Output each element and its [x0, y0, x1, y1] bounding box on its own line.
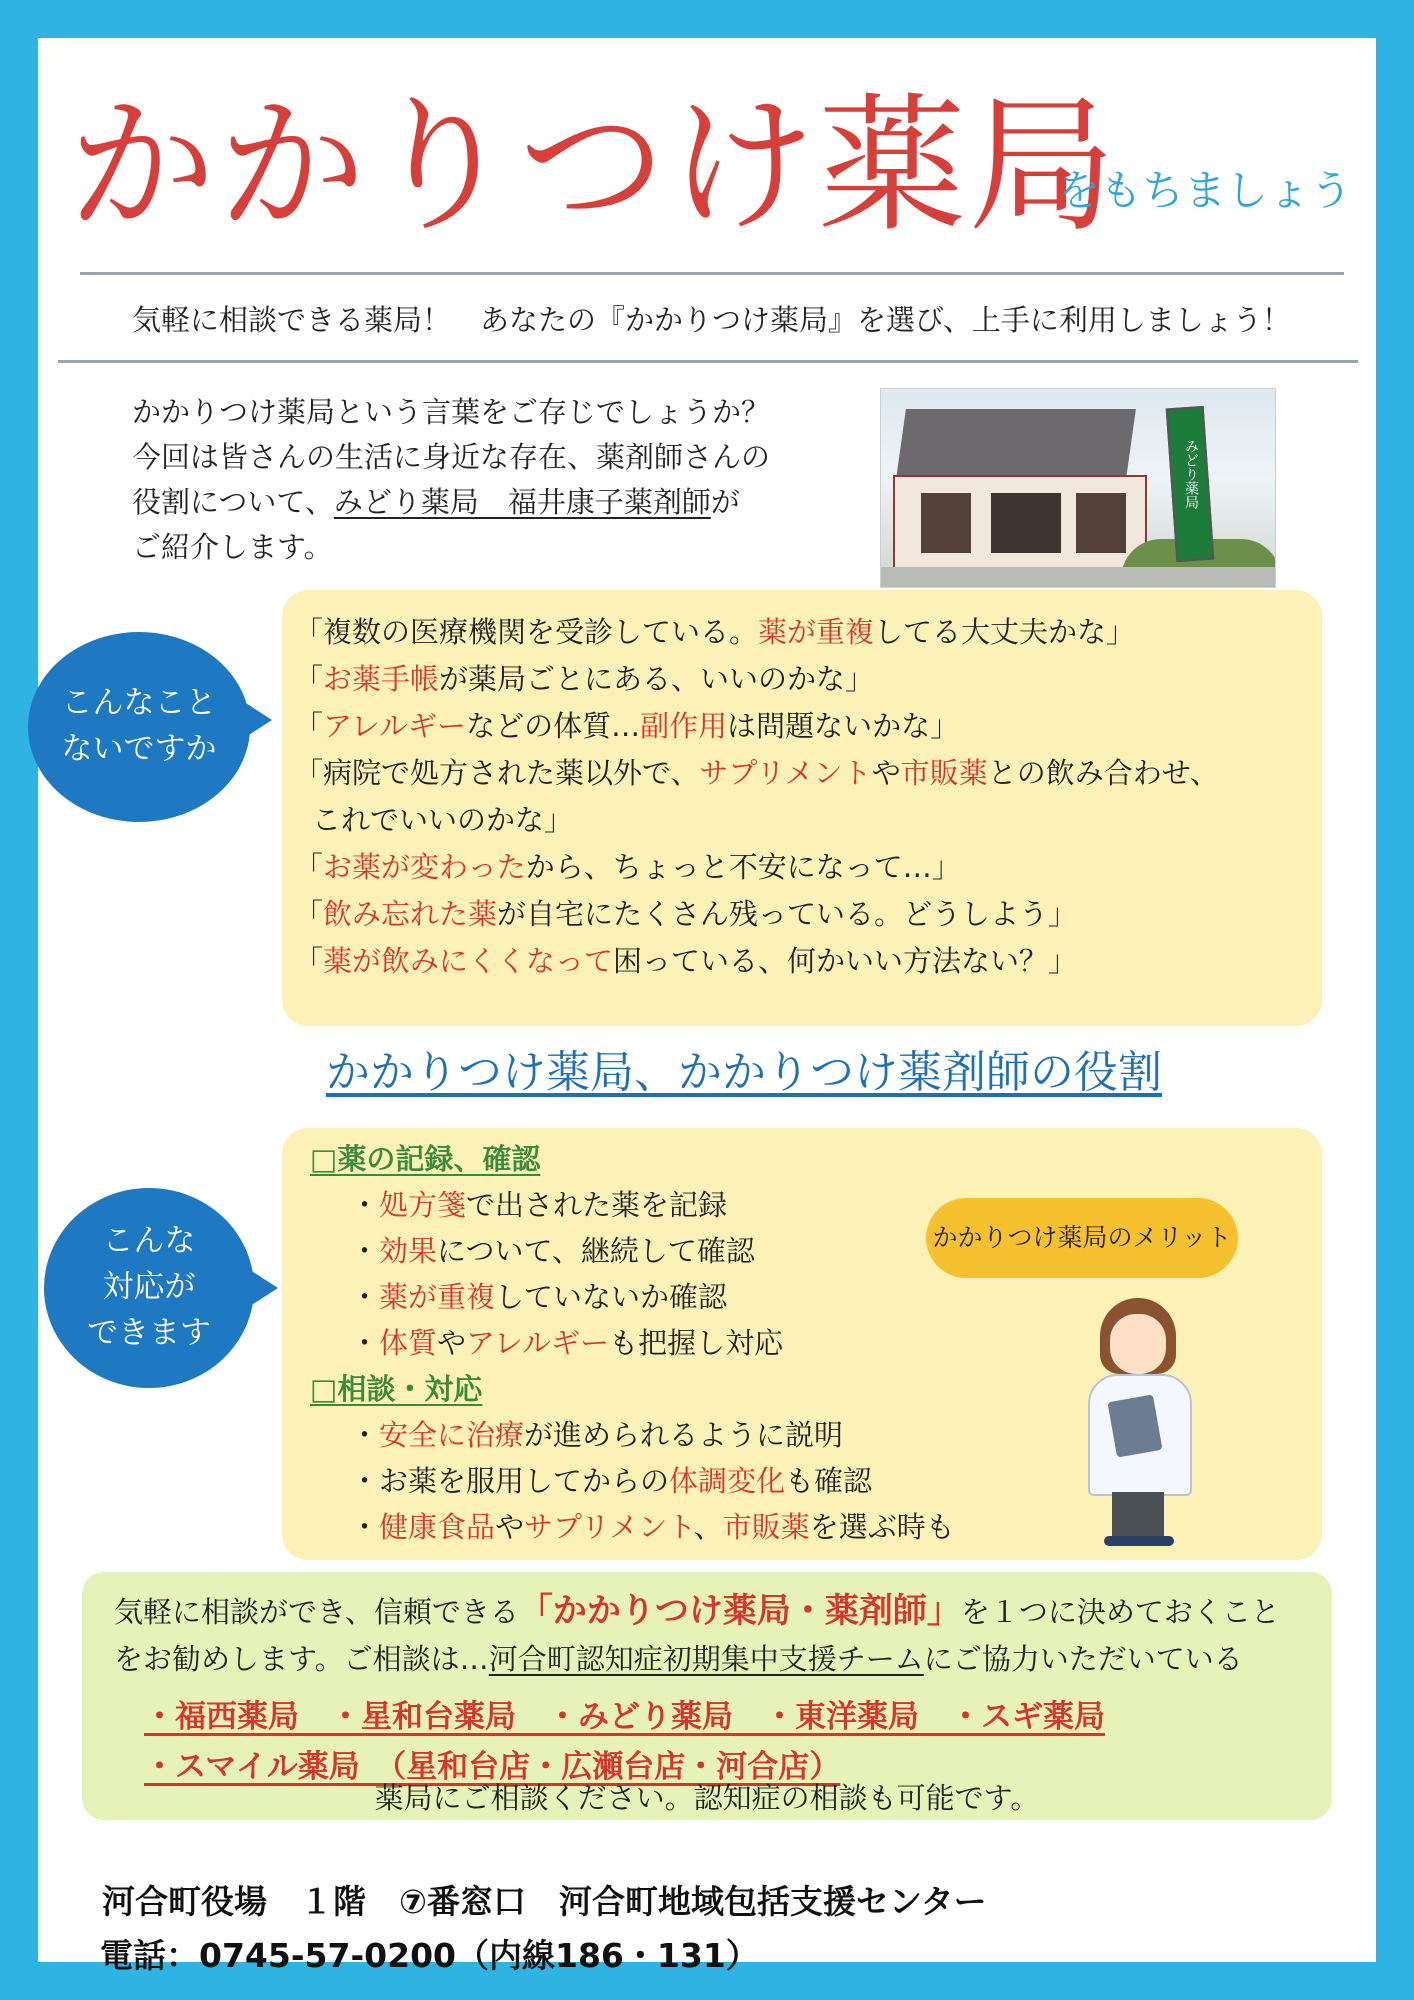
recommend-line: をお勧めします。ご相談は…河合町認知症初期集中支援チームにご協力いただいている — [114, 1642, 1243, 1676]
pharmacy-row: ・福西薬局 ・星和台薬局 ・みどり薬局 ・東洋薬局 ・スギ薬局 — [144, 1699, 1105, 1735]
pharmacy-photo — [880, 388, 1276, 588]
photo-sign-text: みどり薬局 — [1183, 439, 1199, 509]
footer-phone: 電話：0745-57-0200（内線186・131） — [100, 1936, 759, 1975]
photo-window — [1076, 493, 1126, 553]
role-item: ・体質やアレルギーも把握し対応 — [350, 1326, 784, 1360]
bubble-text: こんな — [102, 1223, 196, 1259]
divider-bottom — [58, 360, 1358, 363]
section-heading: □薬の記録、確認 — [310, 1142, 541, 1176]
main-title: かかりつけ薬局 — [68, 80, 1118, 252]
concern-item: 「飲み忘れた薬が自宅にたくさん残っている。どうしよう」 — [294, 897, 1078, 931]
intro-text-segment: 役割について、 — [132, 485, 334, 519]
intro-line: 今回は皆さんの生活に身近な存在、薬剤師さんの — [132, 440, 771, 474]
intro-line: かかりつけ薬局という言葉をご存じでしょうか？ — [132, 395, 771, 429]
concern-item: 「お薬が変わったから、ちょっと不安になって…」 — [294, 850, 961, 884]
concern-item: 「病院で処方された薬以外で、サプリメントや市販薬との飲み合わせ、 — [294, 756, 1219, 790]
photo-roof — [896, 409, 1136, 479]
role-item: ・安全に治療が進められるように説明 — [350, 1418, 844, 1452]
bubble-text: 対応が — [102, 1269, 196, 1305]
role-item: ・健康食品やサプリメント、市販薬を選ぶ時も — [350, 1510, 955, 1544]
photo-door — [991, 493, 1061, 553]
closing-text: 薬局にご相談ください。認知症の相談も可能です。 — [374, 1781, 1040, 1815]
concern-item: 「お薬手帳が薬局ごとにある、いいのかな」 — [294, 662, 875, 696]
role-heading: かかりつけ薬局、かかりつけ薬剤師の役割 — [326, 1047, 1162, 1098]
pharmacy-row: ・スマイル薬局 （星和台店・広瀬台店・河合店） — [144, 1749, 841, 1785]
concern-item-cont: これでいいのかな」 — [312, 803, 574, 837]
bubble-text: こんなこと — [61, 685, 217, 721]
bubble-text: ないですか — [61, 731, 217, 767]
illustration-clipboard — [1107, 1394, 1162, 1457]
pharmacist-illustration — [1068, 1298, 1208, 1548]
concerns-bubble — [28, 632, 250, 822]
concern-item: 「薬が飲みにくくなって困っている、何かいい方法ない？」 — [294, 944, 1078, 978]
recommend-line: 気軽に相談ができ、信頼できる「かかりつけ薬局・薬剤師」を１つに決めておくこと — [114, 1591, 1280, 1631]
intro-line: ご紹介します。 — [132, 530, 333, 564]
illustration-face — [1110, 1314, 1166, 1374]
intro-text-segment: が — [710, 485, 740, 519]
photo-ground — [881, 567, 1275, 588]
merit-badge: かかりつけ薬局のメリット — [926, 1198, 1238, 1278]
bubble-tail — [238, 698, 272, 742]
subtitle: をもちましょう — [1058, 166, 1353, 215]
intro-text — [132, 390, 852, 570]
flyer-page — [38, 38, 1376, 1975]
recommend-text — [114, 1588, 1280, 1683]
concern-item: 「アレルギーなどの体質…副作用は問題ないかな」 — [294, 709, 960, 743]
pharmacist-name: みどり薬局 福井康子薬剤師 — [333, 485, 711, 519]
role-item: ・薬が重複していないか確認 — [350, 1280, 728, 1314]
pharmacy-list — [144, 1692, 1105, 1792]
intro-line — [132, 480, 852, 525]
footer-office: 河合町役場 １階 ⑦番窓口 河合町地域包括支援センター — [102, 1882, 987, 1921]
role-list — [310, 1136, 955, 1550]
illustration-shoes — [1104, 1536, 1174, 1546]
concerns-list — [294, 609, 1219, 985]
tagline: 気軽に相談できる薬局！ あなたの『かかりつけ薬局』を選び、上手に利用しましょう！ — [132, 303, 1291, 337]
role-item: ・お薬を服用してからの体調変化も確認 — [350, 1464, 873, 1498]
section-heading: □相談・対応 — [310, 1372, 483, 1406]
illustration-legs — [1112, 1492, 1164, 1538]
role-item: ・効果について、継続して確認 — [350, 1234, 755, 1268]
photo-window — [921, 493, 971, 553]
bubble-text: できます — [87, 1315, 211, 1351]
role-bubble — [44, 1188, 254, 1388]
divider-top — [80, 272, 1344, 275]
concern-item: 「複数の医療機関を受診している。薬が重複してる大丈夫かな」 — [294, 615, 1136, 649]
role-item: ・処方箋で出された薬を記録 — [350, 1188, 728, 1222]
bubble-tail — [244, 1266, 278, 1310]
